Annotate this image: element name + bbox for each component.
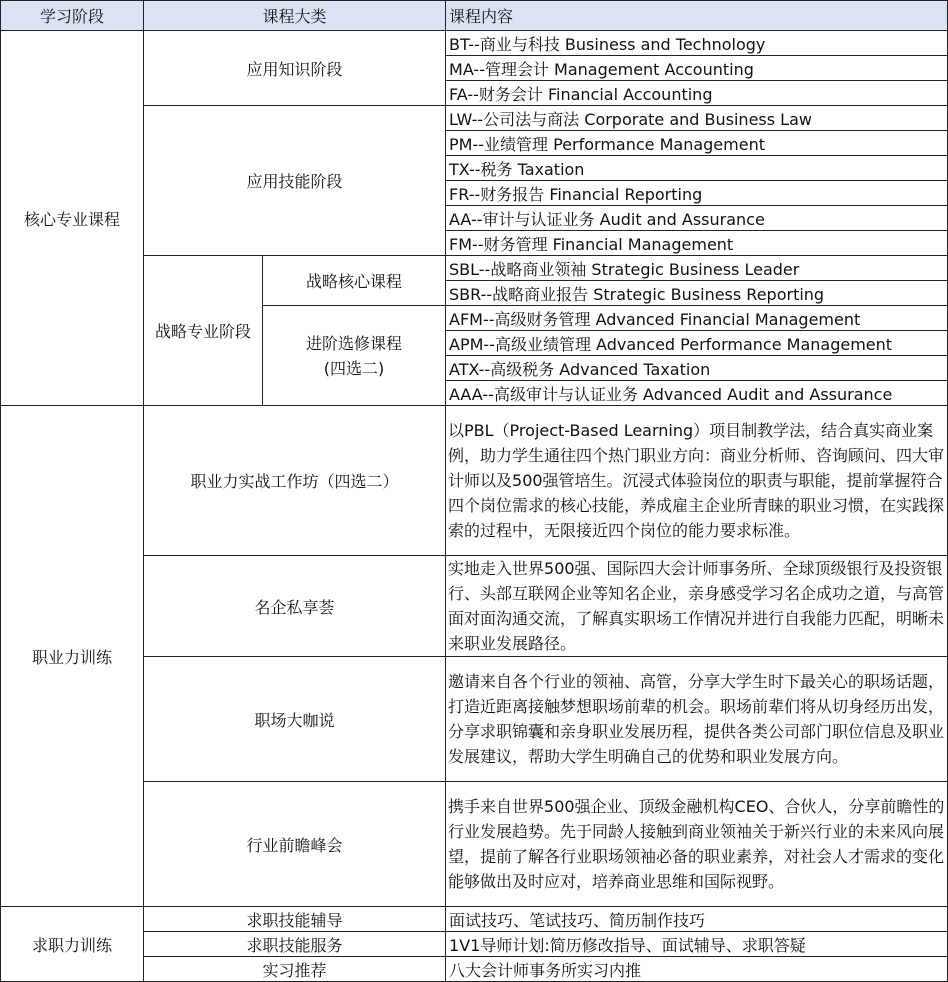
course-item: APM--高级业绩管理 Advanced Performance Management — [446, 331, 948, 356]
course-item: SBL--战略商业领袖 Strategic Business Leader — [446, 256, 948, 281]
career-summit-text: 携手来自世界500强企业、顶级金融机构CEO、合伙人，分享前瞻性的行业发展趋势。先于同龄人接触到商业领袖关于新兴行业的未来风向展望，提前了解各行业职场领袖必备的职业素养，对社会人才需求的变化能够做出及时应对，培养商业思维和国际视野。 — [446, 782, 948, 907]
course-item: FM--财务管理 Financial Management — [446, 231, 948, 256]
header-content: 课程内容 — [446, 1, 948, 31]
course-item: AA--审计与认证业务 Audit and Assurance — [446, 206, 948, 231]
career-talk: 职场大咖说 — [144, 657, 446, 782]
stage-job: 求职力训练 — [1, 907, 144, 982]
career-workshop-text: 以PBL（Project-Based Learning）项目制教学法，结合真实商业案例，助力学生通往四个热门职业方向：商业分析师、咨询顾问、四大审计师以及500强管培生。沉浸式体验岗位的职责与职能，提前掌握符合四个岗位需求的核心技能，养成雇主企业所青睐的职业习惯，在实践探索的过程中，无限接近四个岗位的能力要求标准。 — [446, 406, 948, 556]
course-item: FR--财务报告 Financial Reporting — [446, 181, 948, 206]
course-item: AFM--高级财务管理 Advanced Financial Management — [446, 306, 948, 331]
career-summit: 行业前瞻峰会 — [144, 782, 446, 907]
category-applied-skills: 应用技能阶段 — [144, 106, 446, 256]
job-service-text: 1V1导师计划:简历修改指导、面试辅导、求职答疑 — [446, 932, 948, 957]
career-company-visit: 名企私享荟 — [144, 556, 446, 657]
job-coaching-text: 面试技巧、笔试技巧、简历制作技巧 — [446, 907, 948, 932]
category-applied-knowledge: 应用知识阶段 — [144, 31, 446, 106]
job-service: 求职技能服务 — [144, 932, 446, 957]
elective-label: 进阶选修课程 — [306, 333, 403, 353]
course-item: SBR--战略商业报告 Strategic Business Reporting — [446, 281, 948, 306]
course-item: ATX--高级税务 Advanced Taxation — [446, 356, 948, 381]
course-item: BT--商业与科技 Business and Technology — [446, 31, 948, 56]
stage-core: 核心专业课程 — [1, 31, 144, 406]
course-item: PM--业绩管理 Performance Management — [446, 131, 948, 156]
career-talk-text: 邀请来自各个行业的领袖、高管，分享大学生时下最关心的职场话题，打造近距离接触梦想职场前辈的机会。职场前辈们将从切身经历出发，分享求职锦囊和亲身职业发展历程，提供各类公司部门职位信息及职业发展建议，帮助大学生明确自己的优势和职业发展方向。 — [446, 657, 948, 782]
course-item: FA--财务会计 Financial Accounting — [446, 81, 948, 106]
header-row — [1, 1, 948, 31]
job-internship: 实习推荐 — [144, 957, 446, 982]
career-company-visit-text: 实地走入世界500强、国际四大会计师事务所、全球顶级银行及投资银行、头部互联网企业等知名企业，亲身感受学习名企成功之道，与高管面对面沟通交流，了解真实职场工作情况并进行自我能力匹配，明晰未来职业发展路径。 — [446, 556, 948, 657]
job-internship-text: 八大会计师事务所实习内推 — [446, 957, 948, 982]
stage-career: 职业力训练 — [1, 406, 144, 907]
subcategory-strategic-core: 战略核心课程 — [263, 256, 446, 306]
job-coaching: 求职技能辅导 — [144, 907, 446, 932]
header-stage: 学习阶段 — [1, 1, 144, 31]
career-workshop: 职业力实战工作坊（四选二） — [144, 406, 446, 556]
subcategory-elective — [263, 306, 446, 406]
elective-note: (四选二) — [323, 358, 385, 378]
header-category: 课程大类 — [144, 1, 446, 31]
category-strategic: 战略专业阶段 — [144, 256, 263, 406]
course-item: TX--税务 Taxation — [446, 156, 948, 181]
course-item: MA--管理会计 Management Accounting — [446, 56, 948, 81]
course-item: LW--公司法与商法 Corporate and Business Law — [446, 106, 948, 131]
course-item: AAA--高级审计与认证业务 Advanced Audit and Assurance — [446, 381, 948, 406]
